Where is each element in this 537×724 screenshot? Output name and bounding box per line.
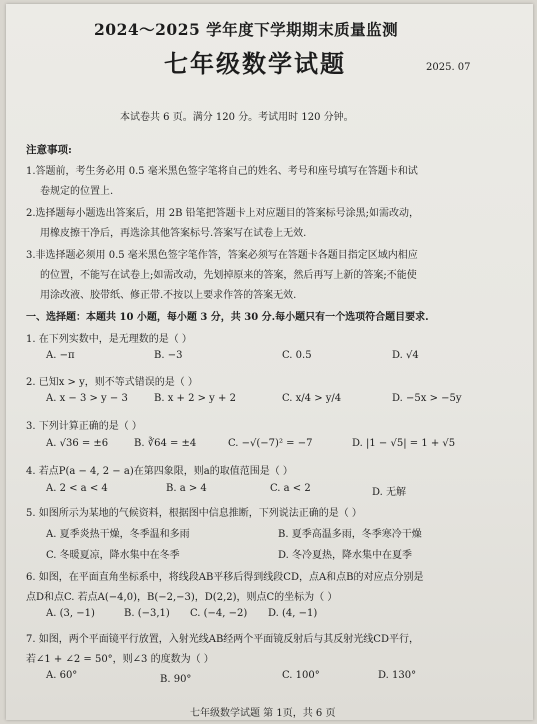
option-c: C. 冬暖夏凉，降水集中在冬季 bbox=[46, 550, 180, 561]
option-a: A. √36 = ±6 bbox=[46, 438, 109, 449]
option-a: A. 60° bbox=[46, 670, 78, 681]
note-line: 1.答题前，考生务必用 0.5 毫米黑色签字笔将自己的姓名、考号和座号填写在答题卡和试 bbox=[26, 166, 418, 177]
option-a: A. (3, −1) bbox=[46, 608, 95, 619]
option-c: C. 100° bbox=[282, 670, 320, 681]
note-line: 卷规定的位置上. bbox=[40, 186, 114, 197]
option-b: B. −3 bbox=[154, 350, 183, 361]
question-stem: 1. 在下列实数中，是无理数的是（ ） bbox=[26, 334, 192, 345]
notes-title: 注意事项: bbox=[26, 144, 72, 156]
exam-intro: 本试卷共 6 页。满分 120 分。考试用时 120 分钟。 bbox=[120, 112, 354, 123]
question-stem: 3. 下列计算正确的是（ ） bbox=[26, 421, 142, 432]
option-c: C. −√(−7)² = −7 bbox=[228, 438, 313, 449]
option-a: A. 2 < a < 4 bbox=[46, 483, 108, 494]
question-stem: 7. 如图，两个平面镜平行放置，入射光线AB经两个平面镜反射后与其反射光线CD平行， bbox=[26, 634, 419, 645]
note-line: 用涂改液、胶带纸、修正带.不按以上要求作答的答案无效. bbox=[40, 290, 297, 301]
note-line: 3.非选择题必须用 0.5 毫米黑色签字笔作答，答案必须写在答题卡各题目指定区域内相应 bbox=[26, 250, 418, 261]
option-b: B. ∛64 = ±4 bbox=[134, 438, 197, 449]
option-d: D. |1 − √5| = 1 + √5 bbox=[352, 438, 456, 449]
option-c: C. 0.5 bbox=[282, 350, 312, 361]
option-d: D. √4 bbox=[392, 350, 419, 361]
note-line: 用橡皮擦干净后，再选涂其他答案标号.答案写在试卷上无效. bbox=[40, 228, 307, 239]
note-line: 2.选择题每小题选出答案后，用 2B 铅笔把答题卡上对应题目的答案标号涂黑;如需改动， bbox=[26, 208, 419, 219]
question-stem-cont: 点D和点C. 若点A(−4,0)，B(−2,−3)，D(2,2)，则点C的坐标为（ ） bbox=[26, 592, 338, 603]
option-d: D. (4, −1) bbox=[268, 608, 318, 619]
page-footer: 七年级数学试题 第 1页，共 6 页 bbox=[190, 708, 336, 719]
option-b: B. 夏季高温多雨，冬季寒冷干燥 bbox=[278, 529, 422, 540]
option-b: B. a > 4 bbox=[166, 483, 207, 494]
option-c: C. (−4, −2) bbox=[190, 608, 248, 619]
section-heading: 一、选择题：本题共 10 小题，每小题 3 分，共 30 分.每小题只有一个选项符合题目要求. bbox=[26, 312, 429, 323]
option-a: A. x − 3 > y − 3 bbox=[46, 393, 128, 404]
option-d: D. −5x > −5y bbox=[392, 393, 462, 404]
exam-date: 2025. 07 bbox=[426, 62, 471, 73]
question-stem: 6. 如图，在平面直角坐标系中，将线段AB平移后得到线段CD，点A和点B的对应点分别是 bbox=[26, 572, 424, 583]
question-stem: 2. 已知x > y，则不等式错误的是（ ） bbox=[26, 377, 198, 388]
exam-subtitle: 七年级数学试题 bbox=[164, 49, 346, 78]
question-stem: 5. 如图所示为某地的气候资料，根据图中信息推断，下列说法正确的是（ ） bbox=[26, 508, 362, 519]
question-stem: 4. 若点P(a − 4, 2 − a)在第四象限，则a的取值范围是（ ） bbox=[26, 466, 293, 477]
question-stem-cont: 若∠1 + ∠2 = 50°，则∠3 的度数为（ ） bbox=[26, 654, 214, 665]
note-line: 的位置，不能写在试卷上;如需改动，先划掉原来的答案，然后再写上新的答案;不能使 bbox=[40, 270, 417, 281]
option-d: D. 无解 bbox=[372, 487, 407, 498]
option-b: B. x + 2 > y + 2 bbox=[154, 393, 236, 404]
option-a: A. 夏季炎热干燥，冬季温和多雨 bbox=[46, 529, 190, 540]
option-c: C. x/4 > y/4 bbox=[282, 393, 342, 404]
option-b: B. 90° bbox=[160, 674, 192, 685]
option-b: B. (−3,1) bbox=[124, 608, 170, 619]
exam-title: 2024～2025 学年度下学期期末质量监测 bbox=[94, 20, 399, 39]
option-d: D. 130° bbox=[378, 670, 417, 681]
option-d: D. 冬冷夏热，降水集中在夏季 bbox=[278, 550, 413, 561]
option-a: A. −π bbox=[46, 350, 75, 361]
exam-paper bbox=[6, 4, 533, 720]
option-c: C. a < 2 bbox=[270, 483, 311, 494]
